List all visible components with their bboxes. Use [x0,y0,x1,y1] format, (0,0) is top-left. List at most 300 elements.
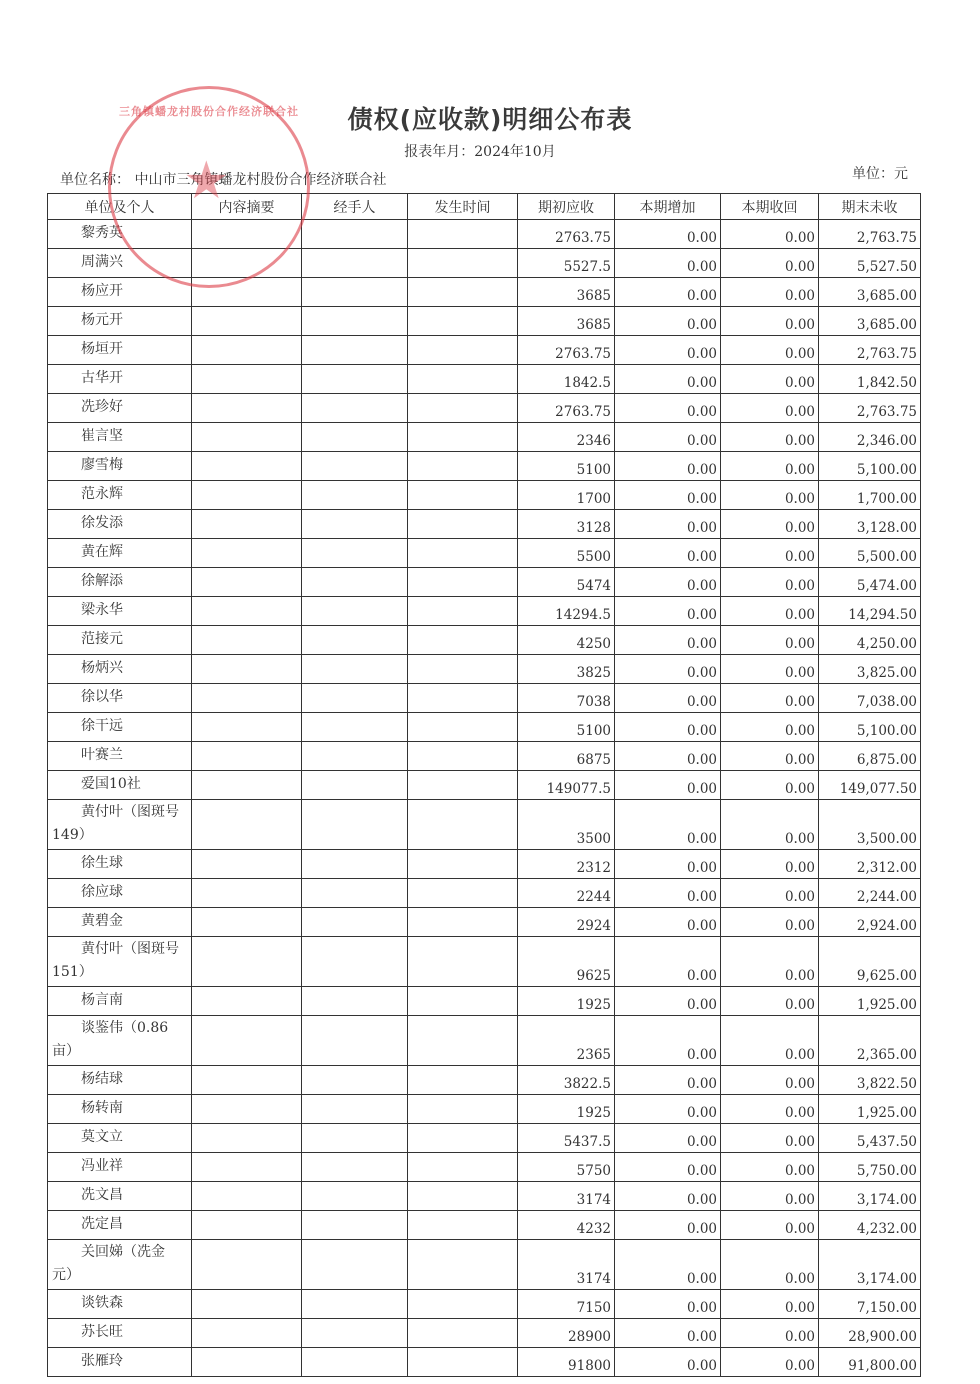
table-body [48,220,921,1377]
closing-balance: 2,365.00 [819,1016,921,1066]
entity-name [48,850,192,879]
period-increase: 0.00 [615,713,721,742]
period-recovered: 0.00 [721,1124,819,1153]
closing-balance: 5,500.00 [819,539,921,568]
period-recovered: 0.00 [721,597,819,626]
header-recovered: 本期收回 [721,194,819,220]
closing-balance: 4,250.00 [819,626,921,655]
entity-name-text: 杨炳兴 [81,659,123,676]
summary-cell [192,713,302,742]
period-increase: 0.00 [615,1066,721,1095]
entity-name [48,800,192,850]
period-recovered: 0.00 [721,1348,819,1377]
closing-balance: 4,232.00 [819,1211,921,1240]
entity-name-text: 苏长旺 [81,1323,123,1340]
entity-name-text: 黄付叶（图斑号 [81,940,179,957]
opening-balance: 1925 [518,1095,615,1124]
date-cell [408,539,518,568]
period-increase: 0.00 [615,568,721,597]
opening-balance: 3822.5 [518,1066,615,1095]
table-row [48,626,921,655]
entity-name-text: 杨言南 [81,991,123,1008]
opening-balance: 7150 [518,1290,615,1319]
opening-balance: 9625 [518,937,615,987]
date-cell [408,1319,518,1348]
period-increase: 0.00 [615,394,721,423]
period-increase: 0.00 [615,220,721,249]
closing-balance: 5,527.50 [819,249,921,278]
period-increase: 0.00 [615,1182,721,1211]
table-row [48,1153,921,1182]
date-cell [408,1016,518,1066]
entity-name [48,1182,192,1211]
closing-balance: 1,700.00 [819,481,921,510]
period-increase: 0.00 [615,1211,721,1240]
entity-name-text: 冼珍好 [81,398,123,415]
opening-balance: 6875 [518,742,615,771]
period-recovered: 0.00 [721,684,819,713]
entity-name-text: 杨应开 [81,282,123,299]
opening-balance: 2346 [518,423,615,452]
closing-balance: 9,625.00 [819,937,921,987]
period-increase: 0.00 [615,1290,721,1319]
period-recovered: 0.00 [721,1066,819,1095]
table-row [48,481,921,510]
date-cell [408,249,518,278]
handler-cell [302,423,408,452]
opening-balance: 3685 [518,307,615,336]
date-cell [408,655,518,684]
date-cell [408,987,518,1016]
handler-cell [302,879,408,908]
period-recovered: 0.00 [721,1211,819,1240]
handler-cell [302,1016,408,1066]
entity-name-continuation: 151） [52,963,93,980]
period-increase: 0.00 [615,597,721,626]
period-increase: 0.00 [615,987,721,1016]
closing-balance: 149,077.50 [819,771,921,800]
entity-name-text: 杨垣开 [81,340,123,357]
opening-balance: 3174 [518,1240,615,1290]
period-recovered: 0.00 [721,908,819,937]
closing-balance: 5,437.50 [819,1124,921,1153]
entity-name [48,539,192,568]
summary-cell [192,539,302,568]
handler-cell [302,365,408,394]
date-cell [408,850,518,879]
table-row [48,1016,921,1066]
date-cell [408,423,518,452]
entity-name-text: 周满兴 [81,253,123,270]
table-row [48,655,921,684]
closing-balance: 1,925.00 [819,987,921,1016]
table-row [48,1319,921,1348]
date-cell [408,481,518,510]
summary-cell [192,423,302,452]
period-increase: 0.00 [615,510,721,539]
currency-unit: 单位：元 [852,166,908,182]
closing-balance: 2,763.75 [819,220,921,249]
period-recovered: 0.00 [721,568,819,597]
period-increase: 0.00 [615,937,721,987]
closing-balance: 5,100.00 [819,452,921,481]
entity-name-text: 冼定昌 [81,1215,123,1232]
date-cell [408,452,518,481]
entity-name-text: 徐生球 [81,854,123,871]
entity-name [48,937,192,987]
handler-cell [302,394,408,423]
summary-cell [192,742,302,771]
entity-name [48,1348,192,1377]
period-recovered: 0.00 [721,307,819,336]
opening-balance: 3500 [518,800,615,850]
period-recovered: 0.00 [721,249,819,278]
period-increase: 0.00 [615,1153,721,1182]
closing-balance: 2,763.75 [819,336,921,365]
date-cell [408,278,518,307]
period-recovered: 0.00 [721,655,819,684]
handler-cell [302,1240,408,1290]
closing-balance: 7,150.00 [819,1290,921,1319]
period-increase: 0.00 [615,800,721,850]
entity-name-text: 范永辉 [81,485,123,502]
entity-name-text: 徐发添 [81,514,123,531]
summary-cell [192,249,302,278]
entity-name [48,249,192,278]
entity-name-continuation: 元） [52,1266,80,1283]
entity-name-text: 徐干远 [81,717,123,734]
opening-balance: 7038 [518,684,615,713]
header-increase: 本期增加 [615,194,721,220]
handler-cell [302,800,408,850]
period-recovered: 0.00 [721,713,819,742]
summary-cell [192,1319,302,1348]
entity-name-text: 关回娣（冼金 [81,1243,165,1260]
summary-cell [192,908,302,937]
table-row [48,742,921,771]
table-row [48,1066,921,1095]
opening-balance: 1842.5 [518,365,615,394]
date-cell [408,713,518,742]
entity-name [48,510,192,539]
summary-cell [192,1153,302,1182]
opening-balance: 5100 [518,713,615,742]
opening-balance: 149077.5 [518,771,615,800]
entity-name [48,1066,192,1095]
entity-name-text: 爱国10社 [81,775,141,792]
summary-cell [192,1290,302,1319]
summary-cell [192,568,302,597]
report-period: 报表年月：2024年10月 [404,144,556,160]
summary-cell [192,365,302,394]
table-row [48,937,921,987]
table-row [48,394,921,423]
table-row [48,423,921,452]
entity-name-text: 黄在辉 [81,543,123,560]
period-recovered: 0.00 [721,626,819,655]
period-recovered: 0.00 [721,510,819,539]
entity-name-text: 叶赛兰 [81,746,123,763]
summary-cell [192,1095,302,1124]
handler-cell [302,655,408,684]
entity-name-text: 张雁玲 [81,1352,123,1369]
table-row [48,336,921,365]
handler-cell [302,850,408,879]
period-increase: 0.00 [615,1124,721,1153]
summary-cell [192,336,302,365]
summary-cell [192,597,302,626]
period-increase: 0.00 [615,307,721,336]
period-increase: 0.00 [615,908,721,937]
table-row [48,278,921,307]
handler-cell [302,937,408,987]
date-cell [408,1066,518,1095]
entity-name [48,1095,192,1124]
handler-cell [302,249,408,278]
opening-balance: 2312 [518,850,615,879]
closing-balance: 5,750.00 [819,1153,921,1182]
period-recovered: 0.00 [721,539,819,568]
entity-name [48,597,192,626]
entity-name [48,1153,192,1182]
summary-cell [192,1016,302,1066]
entity-name-text: 杨结球 [81,1070,123,1087]
period-recovered: 0.00 [721,336,819,365]
summary-cell [192,220,302,249]
table-row [48,568,921,597]
date-cell [408,336,518,365]
entity-name [48,1124,192,1153]
period-increase: 0.00 [615,278,721,307]
opening-balance: 4232 [518,1211,615,1240]
period-recovered: 0.00 [721,423,819,452]
opening-balance: 5500 [518,539,615,568]
period-increase: 0.00 [615,684,721,713]
opening-balance: 3174 [518,1182,615,1211]
period-recovered: 0.00 [721,1182,819,1211]
handler-cell [302,713,408,742]
handler-cell [302,1066,408,1095]
entity-name-text: 莫文立 [81,1128,123,1145]
closing-balance: 1,925.00 [819,1095,921,1124]
date-cell [408,568,518,597]
date-cell [408,1182,518,1211]
entity-name-text: 范接元 [81,630,123,647]
closing-balance: 3,685.00 [819,278,921,307]
summary-cell [192,1182,302,1211]
period-recovered: 0.00 [721,1153,819,1182]
opening-balance: 3128 [518,510,615,539]
entity-name-text: 梁永华 [81,601,123,618]
closing-balance: 5,100.00 [819,713,921,742]
entity-name-text: 黄付叶（图斑号 [81,803,179,820]
closing-balance: 3,822.50 [819,1066,921,1095]
period-increase: 0.00 [615,1348,721,1377]
entity-name [48,568,192,597]
entity-name-continuation: 149） [52,826,93,843]
entity-name [48,1319,192,1348]
period-recovered: 0.00 [721,987,819,1016]
entity-name-text: 杨元开 [81,311,123,328]
header-closing: 期末未收 [819,194,921,220]
summary-cell [192,626,302,655]
handler-cell [302,771,408,800]
closing-balance: 91,800.00 [819,1348,921,1377]
table-row [48,452,921,481]
closing-balance: 2,312.00 [819,850,921,879]
period-recovered: 0.00 [721,1319,819,1348]
table-row [48,1240,921,1290]
summary-cell [192,1124,302,1153]
closing-balance: 2,244.00 [819,879,921,908]
opening-balance: 2365 [518,1016,615,1066]
closing-balance: 2,346.00 [819,423,921,452]
handler-cell [302,684,408,713]
handler-cell [302,1348,408,1377]
entity-name-text: 冼文昌 [81,1186,123,1203]
opening-balance: 91800 [518,1348,615,1377]
table-row [48,1124,921,1153]
opening-balance: 2924 [518,908,615,937]
closing-balance: 3,685.00 [819,307,921,336]
date-cell [408,771,518,800]
entity-name-text: 冯业祥 [81,1157,123,1174]
date-cell [408,1124,518,1153]
handler-cell [302,1095,408,1124]
header-entity: 单位及个人 [48,194,192,220]
date-cell [408,510,518,539]
summary-cell [192,771,302,800]
opening-balance: 14294.5 [518,597,615,626]
summary-cell [192,394,302,423]
receivables-table [47,193,921,1377]
period-recovered: 0.00 [721,394,819,423]
period-increase: 0.00 [615,879,721,908]
entity-name [48,481,192,510]
date-cell [408,684,518,713]
closing-balance: 5,474.00 [819,568,921,597]
table-row [48,684,921,713]
opening-balance: 2244 [518,879,615,908]
table-row [48,850,921,879]
summary-cell [192,1211,302,1240]
entity-name-text: 廖雪梅 [81,456,123,473]
closing-balance: 3,174.00 [819,1182,921,1211]
entity-name [48,684,192,713]
period-recovered: 0.00 [721,1095,819,1124]
period-increase: 0.00 [615,655,721,684]
header-opening: 期初应收 [518,194,615,220]
closing-balance: 1,842.50 [819,365,921,394]
handler-cell [302,336,408,365]
period-recovered: 0.00 [721,742,819,771]
table-row [48,539,921,568]
summary-cell [192,307,302,336]
table-row [48,1348,921,1377]
summary-cell [192,452,302,481]
opening-balance: 5100 [518,452,615,481]
table-row [48,1290,921,1319]
opening-balance: 3825 [518,655,615,684]
opening-balance: 2763.75 [518,336,615,365]
handler-cell [302,1290,408,1319]
document-title: 债权(应收款)明细公布表 [347,105,633,134]
date-cell [408,1095,518,1124]
period-recovered: 0.00 [721,481,819,510]
period-recovered: 0.00 [721,850,819,879]
period-recovered: 0.00 [721,452,819,481]
closing-balance: 6,875.00 [819,742,921,771]
star-icon: ★ [183,151,230,211]
period-increase: 0.00 [615,850,721,879]
date-cell [408,626,518,655]
entity-name [48,423,192,452]
entity-name [48,987,192,1016]
entity-name-text: 黎秀英 [81,224,123,241]
entity-name-text: 崔言坚 [81,427,123,444]
table-row [48,1182,921,1211]
table-row [48,908,921,937]
summary-cell [192,987,302,1016]
closing-balance: 14,294.50 [819,597,921,626]
entity-name-text: 黄碧金 [81,912,123,929]
summary-cell [192,655,302,684]
period-increase: 0.00 [615,742,721,771]
handler-cell [302,539,408,568]
table-row [48,800,921,850]
table-row [48,987,921,1016]
entity-name [48,742,192,771]
entity-name-text: 谈鉴伟（0.86 [81,1019,169,1036]
opening-balance: 1700 [518,481,615,510]
summary-cell [192,879,302,908]
summary-cell [192,510,302,539]
handler-cell [302,597,408,626]
opening-balance: 5750 [518,1153,615,1182]
opening-balance: 5474 [518,568,615,597]
handler-cell [302,220,408,249]
opening-balance: 2763.75 [518,394,615,423]
handler-cell [302,1124,408,1153]
period-recovered: 0.00 [721,220,819,249]
opening-balance: 2763.75 [518,220,615,249]
date-cell [408,1240,518,1290]
summary-cell [192,1066,302,1095]
entity-name [48,1240,192,1290]
date-cell [408,220,518,249]
date-cell [408,800,518,850]
summary-cell [192,1240,302,1290]
summary-cell [192,850,302,879]
date-cell [408,1211,518,1240]
period-recovered: 0.00 [721,365,819,394]
entity-name-text: 谈铁森 [81,1294,123,1311]
closing-balance: 2,763.75 [819,394,921,423]
period-increase: 0.00 [615,539,721,568]
table-row [48,307,921,336]
period-recovered: 0.00 [721,1240,819,1290]
entity-name [48,307,192,336]
entity-name-text: 徐解添 [81,572,123,589]
table-row [48,1095,921,1124]
handler-cell [302,1182,408,1211]
opening-balance: 3685 [518,278,615,307]
summary-cell [192,684,302,713]
closing-balance: 7,038.00 [819,684,921,713]
handler-cell [302,742,408,771]
closing-balance: 2,924.00 [819,908,921,937]
entity-name [48,1211,192,1240]
